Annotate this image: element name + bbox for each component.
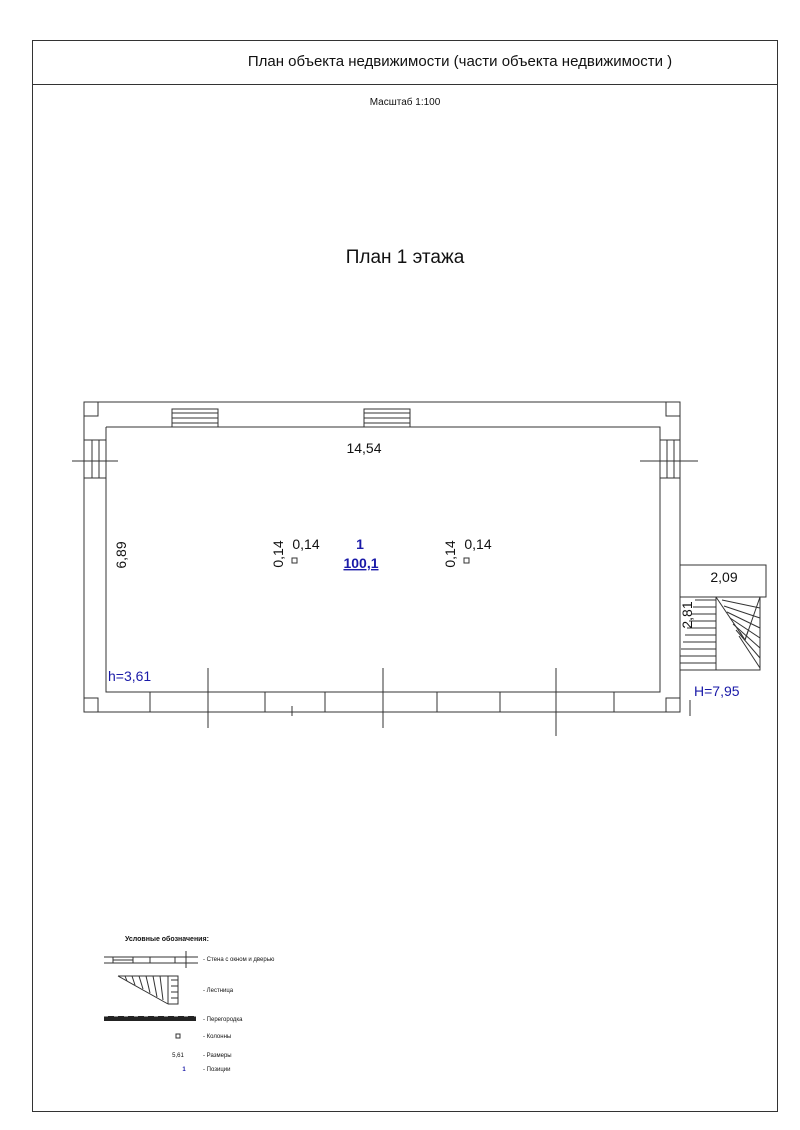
scale-label: Масштаб 1:100 [369,97,441,108]
column-b-width: 0,14 [464,536,492,552]
legend-label-wall: - Стена с окном и дверью [203,957,275,963]
partition-icon [104,1016,196,1021]
stairs-icon [118,976,178,1004]
column-b-depth: 0,14 [442,540,458,568]
legend-title: Условные обозначения: [125,936,209,943]
legend-label-dimensions: - Размеры [203,1053,232,1059]
legend-label-stairs: - Лестница [203,988,234,994]
inner-wall [106,427,660,692]
room-number: 1 [356,536,364,552]
corner-pilaster [666,402,680,416]
wall-icon [104,951,198,968]
legend-symbol-position: 1 [182,1067,186,1073]
stair-width: 2,09 [710,569,738,585]
column-a-depth: 0,14 [270,540,286,568]
room-area: 100,1 [343,555,379,571]
column-icon [176,1034,180,1038]
window-left [84,440,106,478]
column-icon [292,558,297,563]
legend-label-columns: - Колонны [203,1034,232,1040]
floor-title: План 1 этажа [345,247,465,268]
legend-label-positions: - Позиции [203,1067,231,1073]
corner-pilaster [84,402,98,416]
legend-label-partition: - Перегородка [203,1017,243,1023]
document-title: План объекта недвижимости (части объекта недвижимости ) [247,53,673,70]
stair-length: 2,81 [679,601,695,629]
column-icon [464,558,469,563]
corner-pilaster [666,698,680,712]
stair-height: H=7,95 [694,683,740,699]
column-a-width: 0,14 [292,536,320,552]
width-dimension: 6,89 [113,541,129,569]
corner-pilaster [84,698,98,712]
ceiling-height: h=3,61 [108,668,152,684]
outer-wall [84,402,680,712]
legend [104,935,275,1073]
length-dimension: 14,54 [346,440,382,456]
window-right [660,440,680,478]
legend-symbol-dimension: 5,61 [172,1053,184,1059]
